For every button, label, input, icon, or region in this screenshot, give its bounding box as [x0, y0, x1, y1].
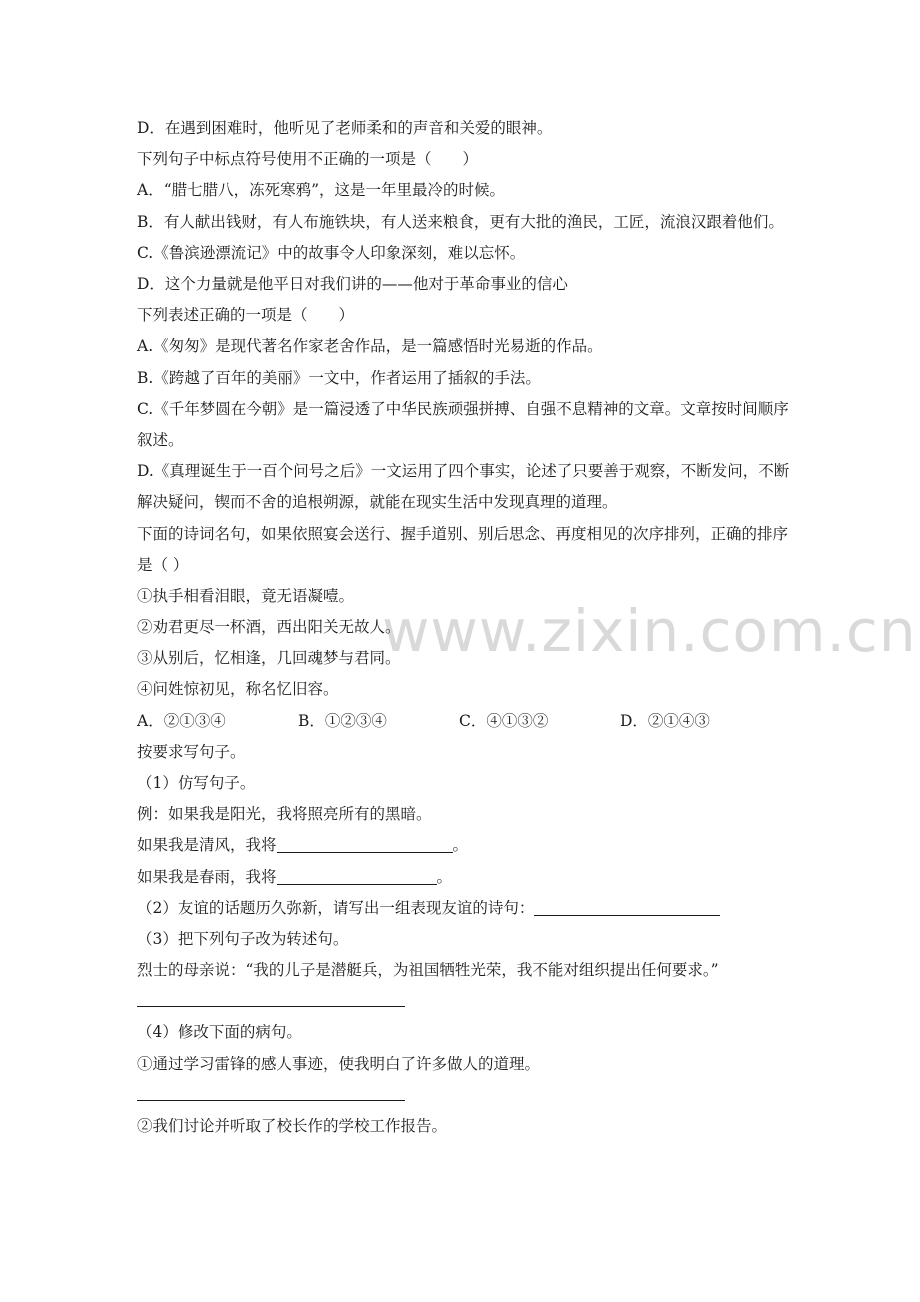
write-part2 [137, 893, 797, 924]
poems-option-d: D．②①④③ [620, 711, 710, 730]
write-question-stem: 按要求写句子。 [137, 742, 246, 761]
punct-option-b: B．有人献出钱财，有人布施铁块，有人送来粮食，更有大批的渔民，工匠，流浪汉跟着他们。 [137, 212, 784, 231]
line1-period: 。 [452, 836, 469, 855]
answer-blank[interactable] [534, 897, 720, 916]
write-part1-line1 [137, 830, 797, 861]
document-content [137, 113, 797, 1142]
poems-option-b: B．①②③④ [298, 711, 387, 730]
punct-question-stem: 下列句子中标点符号使用不正确的一项是（ ） [137, 150, 479, 169]
line1-prefix: 如果我是清风，我将 [137, 836, 277, 855]
poems-question-stem: 下面的诗词名句，如果依照宴会送行、握手道别、别后思念、再度相见的次序排列，正确的排序是（ ） [137, 524, 789, 574]
answer-line[interactable] [137, 1080, 405, 1101]
write-part4-sentence1: ①通过学习雷锋的感人事迹，使我明白了许多做人的道理。 [137, 1054, 541, 1073]
write-part3-title: （3）把下列句子改为转述句。 [137, 929, 349, 948]
write-part1-line2 [137, 862, 797, 893]
poem-item: ③从别后，忆相逢，几回魂梦与君同。 [137, 649, 401, 668]
write-part1-example: 例：如果我是阳光，我将照亮所有的黑暗。 [137, 805, 432, 824]
write-part3-sentence: 烈士的母亲说：“我的儿子是潜艇兵，为祖国牺牲光荣，我不能对组织提出任何要求。” [137, 961, 719, 980]
prev-question-option-d: D．在遇到困难时，他听见了老师柔和的声音和关爱的眼神。 [137, 119, 553, 137]
watermark: www.zixin.com.cn [382, 597, 917, 665]
statement-option-a: A.《匆匆》是现代著名作家老舍作品，是一篇感悟时光易逝的作品。 [137, 337, 603, 356]
statement-option-d: D.《真理诞生于一百个问号之后》一文运用了四个事实，论述了只要善于观察，不断发问，不断解决疑问，锲而不舍的追根朔源，就能在现实生活中发现真理的道理。 [137, 462, 790, 512]
answer-blank[interactable] [277, 834, 453, 853]
poem-item: ①执手相看泪眼，竟无语凝噎。 [137, 586, 355, 605]
punct-option-a: A．“腊七腊八，冻死寒鸦”，这是一年里最冷的时候。 [137, 181, 506, 200]
write-part1-title: （1）仿写句子。 [137, 774, 256, 793]
statement-option-c: C.《千年梦圆在今朝》是一篇浸透了中华民族顽强拼搏、自强不息精神的文章。文章按时间顺序叙述。 [137, 399, 789, 449]
part2-text: （2）友谊的话题历久弥新，请写出一组表现友谊的诗句： [137, 898, 535, 917]
statement-question-stem: 下列表述正确的一项是（ ） [137, 306, 355, 325]
poems-options [137, 706, 797, 737]
write-part4-sentence2: ②我们讨论并听取了校长作的学校工作报告。 [137, 1116, 448, 1135]
punct-option-c: C.《鲁滨逊漂流记》中的故事令人印象深刻，难以忘怀。 [137, 243, 526, 262]
answer-line[interactable] [137, 986, 405, 1007]
punct-option-d: D．这个力量就是他平日对我们讲的——他对于革命事业的信心 [137, 274, 568, 293]
write-part4-title: （4）修改下面的病句。 [137, 1023, 302, 1042]
answer-blank[interactable] [277, 866, 437, 885]
line2-prefix: 如果我是春雨，我将 [137, 867, 277, 886]
poems-option-c: C．④①③② [459, 711, 549, 730]
statement-option-b: B.《跨越了百年的美丽》一文中，作者运用了插叙的手法。 [137, 368, 541, 387]
line2-period: 。 [436, 867, 453, 886]
poem-item: ②劝君更尽一杯酒，西出阳关无故人。 [137, 618, 401, 637]
poems-option-a: A．②①③④ [137, 711, 226, 730]
poem-item: ④问姓惊初见，称名忆旧容。 [137, 680, 339, 699]
